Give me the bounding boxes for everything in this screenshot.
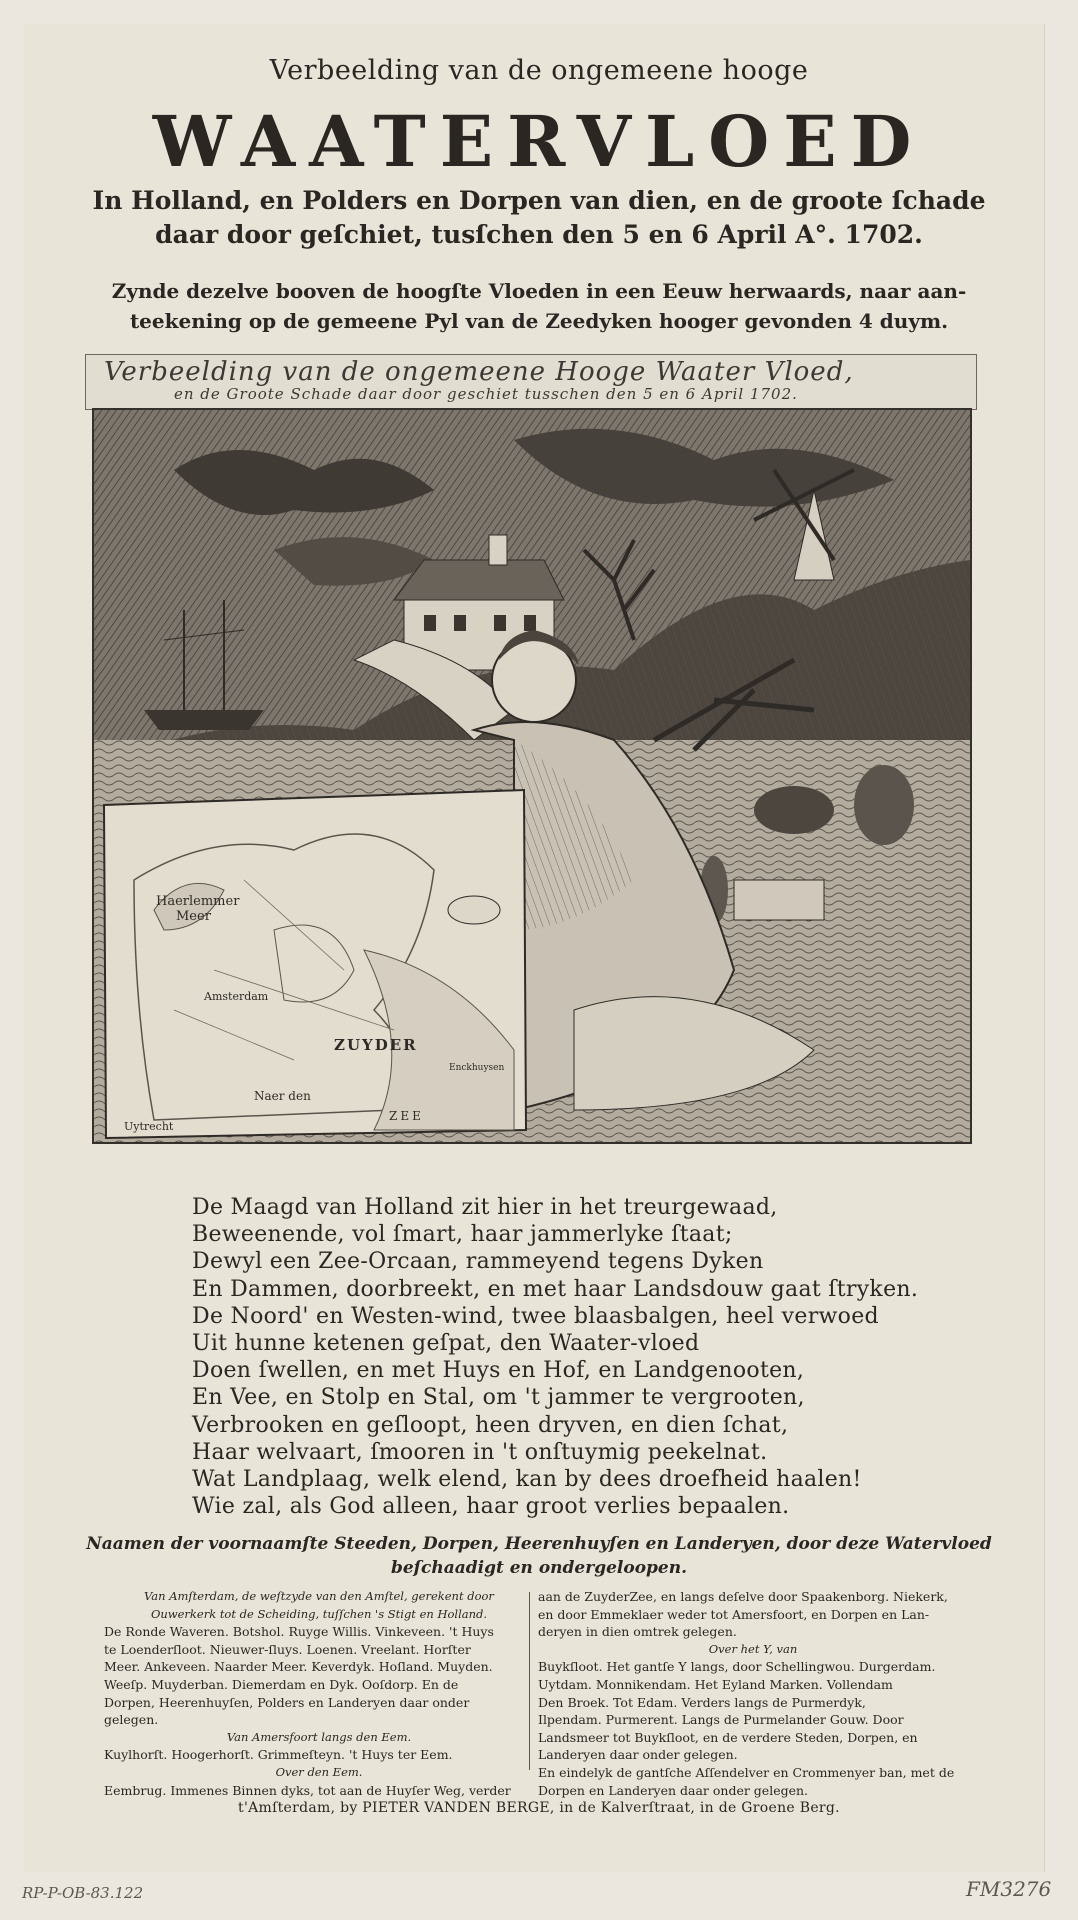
header-note-line-b: teekening op de gemeene Pyl van de Zeedyken hooger gevonden 4 duym. bbox=[129, 309, 949, 333]
map-label-haerlemmer: Haerlemmer bbox=[156, 894, 240, 909]
names-heading-line-2: beſchaadigt en ondergeloopen. bbox=[390, 1558, 688, 1578]
names-column-right bbox=[538, 1588, 968, 1799]
names-line: aan de ZuyderZee, en langs deſelve door Spaakenborg. Niekerk, bbox=[538, 1589, 948, 1604]
poem-line: Beweenende, vol ſmart, haar jammerlyke ſtaat; bbox=[192, 1222, 733, 1248]
section-heading: Over het Y, van bbox=[708, 1641, 798, 1656]
poem-line: Wat Landplaag, welk elend, kan by dees droefheid haalen! bbox=[192, 1467, 862, 1493]
names-line: en door Emmeklaer weder tot Amersfoort, en Dorpen en Lan- bbox=[538, 1606, 930, 1622]
names-line: Dorpen en Landeryen daar onder gelegen. bbox=[538, 1782, 809, 1798]
header-note bbox=[0, 276, 1078, 336]
inventory-number: RP-P-OB-83.122 bbox=[22, 1884, 144, 1902]
inventory-number-right: FM3276 bbox=[966, 1877, 1052, 1901]
names-line: Landeryen daar onder gelegen. bbox=[538, 1747, 738, 1763]
map-label-utrecht: Uytrecht bbox=[124, 1120, 174, 1133]
maiden-hand bbox=[448, 896, 500, 924]
names-heading-line-1: Naamen der voornaamſte Steeden, Dorpen, Heerenhuyſen en Landeryen, door deze Watervloed bbox=[86, 1534, 992, 1554]
names-line: Meer. Ankeveen. Naarder Meer. Keverdyk. Hoſland. Muyden. bbox=[104, 1659, 493, 1675]
plate-caption bbox=[85, 354, 977, 410]
header-subtitle bbox=[0, 184, 1078, 252]
names-line: De Ronde Waveren. Botshol. Ruyge Willis. Vinkeveen. 't Huys bbox=[104, 1624, 494, 1640]
names-line: Uytdam. Monnikendam. Het Eyland Marken. Vollendam bbox=[538, 1676, 893, 1692]
names-line: Landsmeer tot Buykſloot, en de verdere Steden, Dorpen, en bbox=[538, 1729, 918, 1745]
names-column-left bbox=[104, 1588, 534, 1799]
names-line: Ilpendam. Purmerent. Langs de Purmelander Gouw. Door bbox=[538, 1712, 904, 1728]
map-label-naerden: Naer den bbox=[254, 1089, 311, 1103]
header-subtitle-line-b: daar door geſchiet, tusſchen den 5 en 6 April A°. 1702. bbox=[155, 220, 923, 249]
section-heading: Over den Eem. bbox=[275, 1764, 363, 1779]
map-label-enckhuysen: Enckhuysen bbox=[449, 1063, 505, 1073]
names-line: Eembrug. Immenes Binnen dyks, tot aan de Huyſer Weg, verder bbox=[104, 1782, 511, 1798]
header-subtitle-line-a: In Holland, en Polders en Dorpen van dien, en de groote ſchade bbox=[92, 186, 986, 215]
poem-line: Wie zal, als God alleen, haar groot verlies bepaalen. bbox=[192, 1494, 790, 1520]
poem-line: Haar welvaart, ſmooren in 't onſtuymig peekelnat. bbox=[192, 1439, 768, 1465]
names-line: Weeſp. Muyderban. Diemerdam en Dyk. Ooſdorp. En de bbox=[104, 1676, 459, 1692]
section-heading: Van Amersfoort langs den Eem. bbox=[226, 1729, 412, 1744]
names-line: gelegen. bbox=[104, 1712, 159, 1728]
plate-caption-line-1: Verbeelding van de ongemeene Hooge Waater Vloed, bbox=[104, 357, 854, 387]
map-label-zee: ZEE bbox=[389, 1109, 424, 1123]
section-heading: Van Amſterdam, de weſtzyde van den Amſtel, gerekent door bbox=[144, 1589, 494, 1603]
names-line: deryen in dien omtrek gelegen. bbox=[538, 1624, 737, 1640]
engraving-illustration bbox=[94, 410, 970, 1142]
names-line: Den Broek. Tot Edam. Verders langs de Purmerdyk, bbox=[538, 1694, 866, 1710]
poem bbox=[192, 1194, 992, 1520]
map-of-holland bbox=[104, 790, 526, 1138]
names-line: te Loenderſloot. Nieuwer-ſluys. Loenen. Vreelant. Horſter bbox=[104, 1641, 471, 1657]
names-heading bbox=[0, 1532, 1078, 1580]
header-line-1: Verbeelding van de ongemeene hooge bbox=[269, 55, 809, 86]
names-line: En eindelyk de gantſche Aſſendelver en Crommenyer ban, met de bbox=[538, 1764, 955, 1780]
imprint: t'Amſterdam, by PIETER VANDEN BERGE, in de Kalverſtraat, in de Groene Berg. bbox=[238, 1800, 840, 1816]
poem-line: De Noord' en Westen-wind, twee blaasbalgen, heel verwoed bbox=[192, 1303, 879, 1329]
names-line: Kuylhorſt. Hoogerhorſt. Grimmeſteyn. 't Huys ter Eem. bbox=[104, 1747, 453, 1763]
header-note-line-a: Zynde dezelve booven de hoogſte Vloeden in een Eeuw herwaards, naar aan- bbox=[111, 279, 967, 303]
poem-line: Doen ſwellen, en met Huys en Hof, en Landgenooten, bbox=[192, 1358, 805, 1384]
poem-line: En Vee, en Stolp en Stal, om 't jammer te vergrooten, bbox=[192, 1385, 805, 1411]
section-heading: Ouwerkerk tot de Scheiding, tuſſchen 's Stigt en Holland. bbox=[150, 1606, 488, 1621]
map-label-amsterdam: Amsterdam bbox=[204, 990, 269, 1003]
names-line: Dorpen, Heerenhuyſen, Polders en Landeryen daar onder bbox=[104, 1694, 470, 1710]
plate-caption-line-2: en de Groote Schade daar door geschiet tusschen den 5 en 6 April 1702. bbox=[174, 385, 798, 403]
poem-line: Uit hunne ketenen geſpat, den Waater-vloed bbox=[192, 1331, 700, 1357]
poem-line: De Maagd van Holland zit hier in het treurgewaad, bbox=[192, 1195, 778, 1220]
poem-line: Verbrooken en geſloopt, heen dryven, en dien ſchat, bbox=[192, 1412, 789, 1438]
header-title: WAATERVLOED bbox=[152, 100, 926, 183]
column-divider bbox=[529, 1592, 530, 1770]
names-line: Buykſloot. Het gantſe Y langs, door Schellingwou. Durgerdam. bbox=[538, 1659, 936, 1675]
map-label-zuyder: ZUYDER bbox=[334, 1036, 418, 1054]
poem-line: En Dammen, doorbreekt, en met haar Landsdouw gaat ſtryken. bbox=[192, 1276, 919, 1302]
poem-line: Dewyl een Zee-Orcaan, rammeyend tegens Dyken bbox=[192, 1249, 764, 1275]
engraving-plate bbox=[92, 408, 972, 1144]
map-label-meer: Meer bbox=[176, 909, 211, 924]
